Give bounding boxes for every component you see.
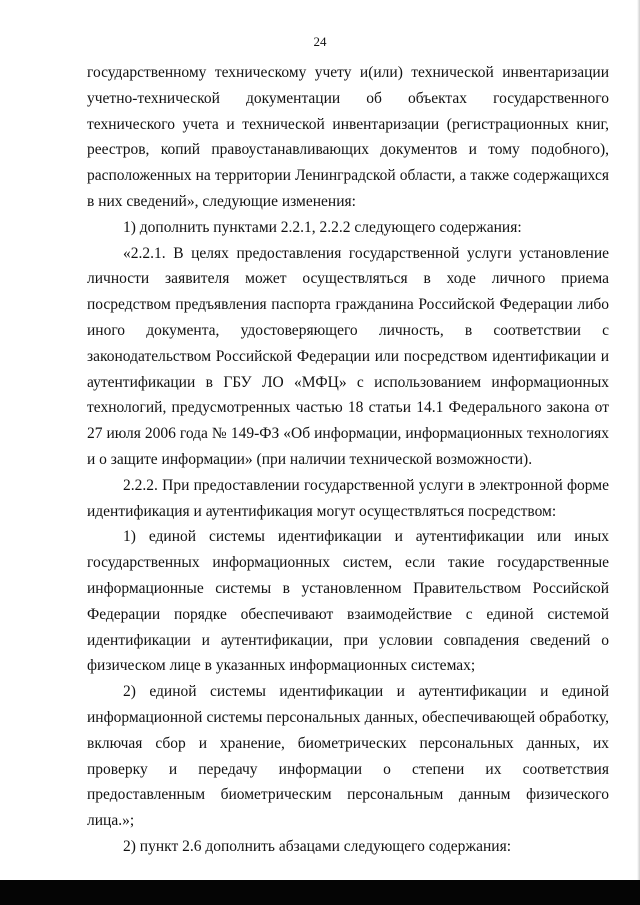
scan-bottom-bar	[0, 880, 640, 905]
paragraph-item-1: 1) дополнить пунктами 2.2.1, 2.2.2 следующего содержания:	[123, 218, 522, 236]
paragraph-2-2-1: «2.2.1. В целях предоставления государственной услуги установление личности заявителя может осуществляться в ходе личного приема посредством предъявления паспорта гражданина Российской Федерации либо иного документа, удостоверяющего личность, в соответствии с законодательством Российской Федерации или посредством идентификации и аутентификации в ГБУ ЛО «МФЦ» с использованием информационных технологий, предусмотренных частью 18 статьи 14.1 Федерального закона от 27 июля 2006 года № 149-ФЗ «Об информации, информационных технологиях и о защите информации» (при наличии технической возможности).	[87, 244, 609, 468]
paragraph-subitem-2: 2) единой системы идентификации и аутентификации и единой информационной системы персональных данных, обеспечивающей обработку, включая сбор и хранение, биометрических персональных данных, их проверку и передачу информации о степени их соответствия предоставленным биометрическим персональным данным физического лица.»;	[87, 683, 609, 830]
paragraph-subitem-1: 1) единой системы идентификации и аутентификации или иных государственных информационных систем, если такие государственные информационные системы в установленном Правительством Российской Федерации порядке обеспечивают взаимодействие с единой системой идентификации и аутентификации, при условии совпадения сведений о физическом лице в указанных информационных системах;	[87, 528, 609, 675]
document-body	[87, 60, 609, 860]
paragraph-intro: государственному техническому учету и(или) технической инвентаризации учетно-технической документации об объектах государственного технического учета и технической инвентаризации (регистрационных книг, реестров, копий правоустанавливающих документов и тому подобного), расположенных на территории Ленинградской области, а также содержащихся в них сведений», следующие изменения:	[87, 64, 609, 210]
page-number: 24	[313, 34, 327, 49]
paragraph-2-2-2: 2.2.2. При предоставлении государственной услуги в электронной форме идентификация и аутентификация могут осуществляться посредством:	[87, 476, 609, 520]
paragraph-item-2: 2) пункт 2.6 дополнить абзацами следующего содержания:	[123, 837, 512, 855]
